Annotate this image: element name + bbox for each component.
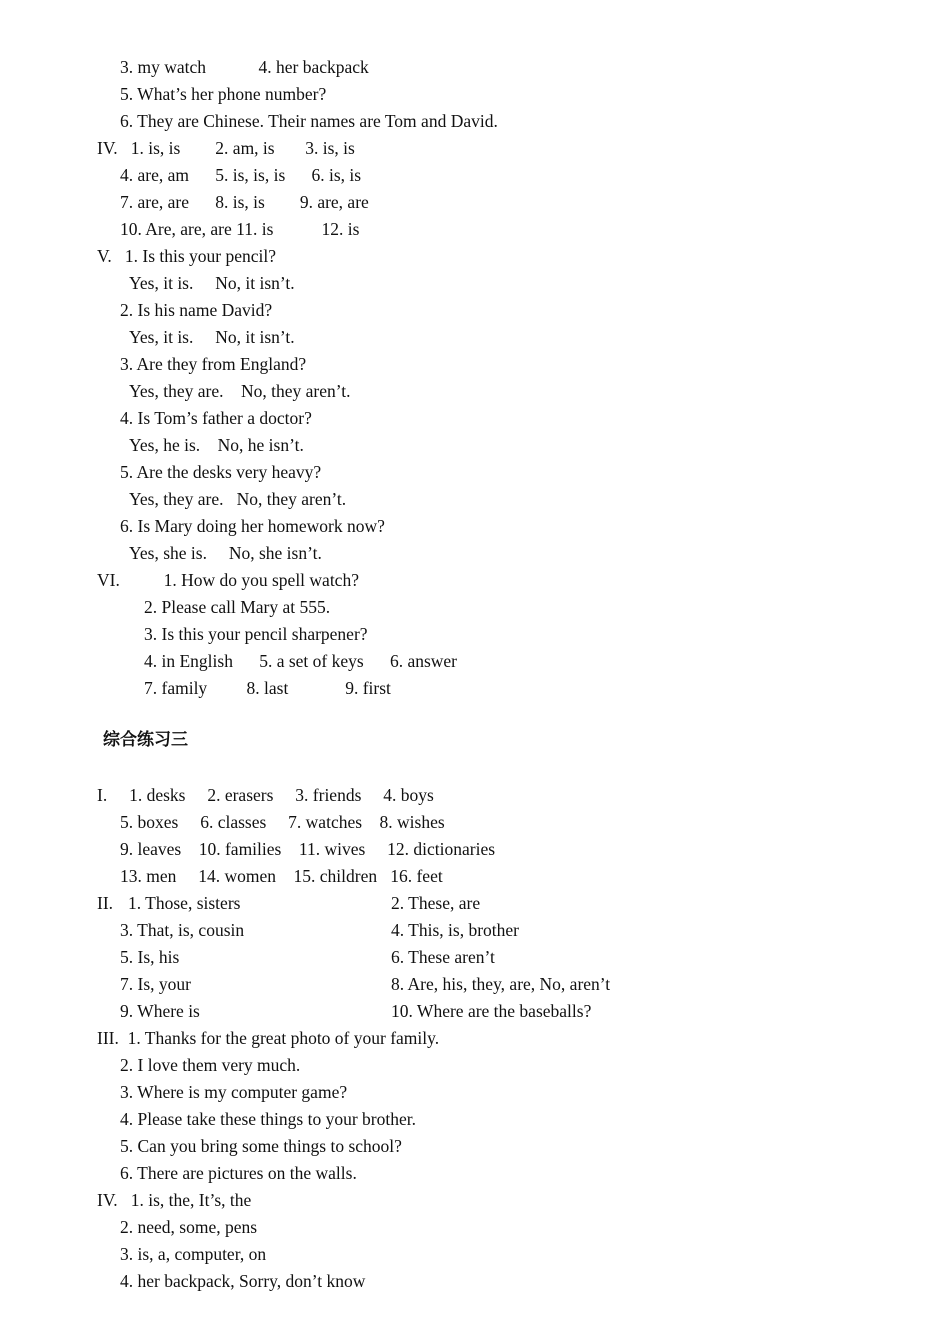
answer-line: 2. I love them very much. xyxy=(120,1055,301,1075)
short-answer-line: Yes, they are. No, they aren’t. xyxy=(129,381,351,401)
part-ii-left-item: 9. Where is xyxy=(120,1001,200,1021)
answer-line: 4. are, am 5. is, is, is 6. is, is xyxy=(120,165,362,185)
part-iv-line: IV. 1. is, the, It’s, the xyxy=(97,1190,252,1210)
short-answer-line: Yes, it is. No, it isn’t. xyxy=(129,273,295,293)
part-ii-right-item: 6. These aren’t xyxy=(391,947,495,967)
answer-line: 2. Please call Mary at 555. xyxy=(144,597,331,617)
answer-line: 4. her backpack, Sorry, don’t know xyxy=(120,1271,366,1291)
part-ii-left-item: 7. Is, your xyxy=(120,974,191,994)
answer-line: 7. family 8. last 9. first xyxy=(144,678,391,698)
short-answer-line: Yes, he is. No, he isn’t. xyxy=(129,435,304,455)
answer-line: 5. What’s her phone number? xyxy=(120,84,327,104)
section-title: 综合练习三 xyxy=(103,730,188,750)
part-ii-right-item: 8. Are, his, they, are, No, aren’t xyxy=(391,974,611,994)
question-line: 6. Is Mary doing her homework now? xyxy=(120,516,385,536)
question-line: 3. Are they from England? xyxy=(120,354,307,374)
question-line: 5. Are the desks very heavy? xyxy=(120,462,322,482)
part-vi-line: VI. 1. How do you spell watch? xyxy=(97,570,359,590)
question-line: 4. Is Tom’s father a doctor? xyxy=(120,408,312,428)
short-answer-line: Yes, she is. No, she isn’t. xyxy=(129,543,322,563)
answer-line: 7. are, are 8. is, is 9. are, are xyxy=(120,192,369,212)
part-i-line: I. 1. desks 2. erasers 3. friends 4. boys xyxy=(97,785,434,805)
part-ii-label: II. xyxy=(97,893,114,913)
answer-line: 9. leaves 10. families 11. wives 12. dictionaries xyxy=(120,839,496,859)
part-v-line: V. 1. Is this your pencil? xyxy=(97,246,277,266)
answer-line: 6. There are pictures on the walls. xyxy=(120,1163,357,1183)
answer-line: 5. Can you bring some things to school? xyxy=(120,1136,402,1156)
answer-line: 3. Where is my computer game? xyxy=(120,1082,348,1102)
part-iv-line: IV. 1. is, is 2. am, is 3. is, is xyxy=(97,138,355,158)
answer-line: 4. in English 5. a set of keys 6. answer xyxy=(144,651,458,671)
short-answer-line: Yes, they are. No, they aren’t. xyxy=(129,489,347,509)
part-ii-left-item: 3. That, is, cousin xyxy=(120,920,245,940)
part-ii-right-item: 4. This, is, brother xyxy=(391,920,520,940)
answer-line: 13. men 14. women 15. children 16. feet xyxy=(120,866,443,886)
answer-line: 4. Please take these things to your brother. xyxy=(120,1109,416,1129)
answer-line: 2. need, some, pens xyxy=(120,1217,258,1237)
answer-line: 3. is, a, computer, on xyxy=(120,1244,267,1264)
part-ii-right-item: 10. Where are the baseballs? xyxy=(391,1001,592,1021)
part-ii-left-item: 5. Is, his xyxy=(120,947,180,967)
answer-line: 6. They are Chinese. Their names are Tom and David. xyxy=(120,111,498,131)
answer-line: 5. boxes 6. classes 7. watches 8. wishes xyxy=(120,812,445,832)
short-answer-line: Yes, it is. No, it isn’t. xyxy=(129,327,295,347)
answer-line: 10. Are, are, are 11. is 12. is xyxy=(120,219,360,239)
question-line: 2. Is his name David? xyxy=(120,300,273,320)
part-iii-line: III. 1. Thanks for the great photo of your family. xyxy=(97,1028,440,1048)
part-ii-left-item: 1. Those, sisters xyxy=(128,893,241,913)
part-ii-right-item: 2. These, are xyxy=(391,893,481,913)
answer-line: 3. my watch 4. her backpack xyxy=(120,57,369,77)
answer-line: 3. Is this your pencil sharpener? xyxy=(144,624,368,644)
